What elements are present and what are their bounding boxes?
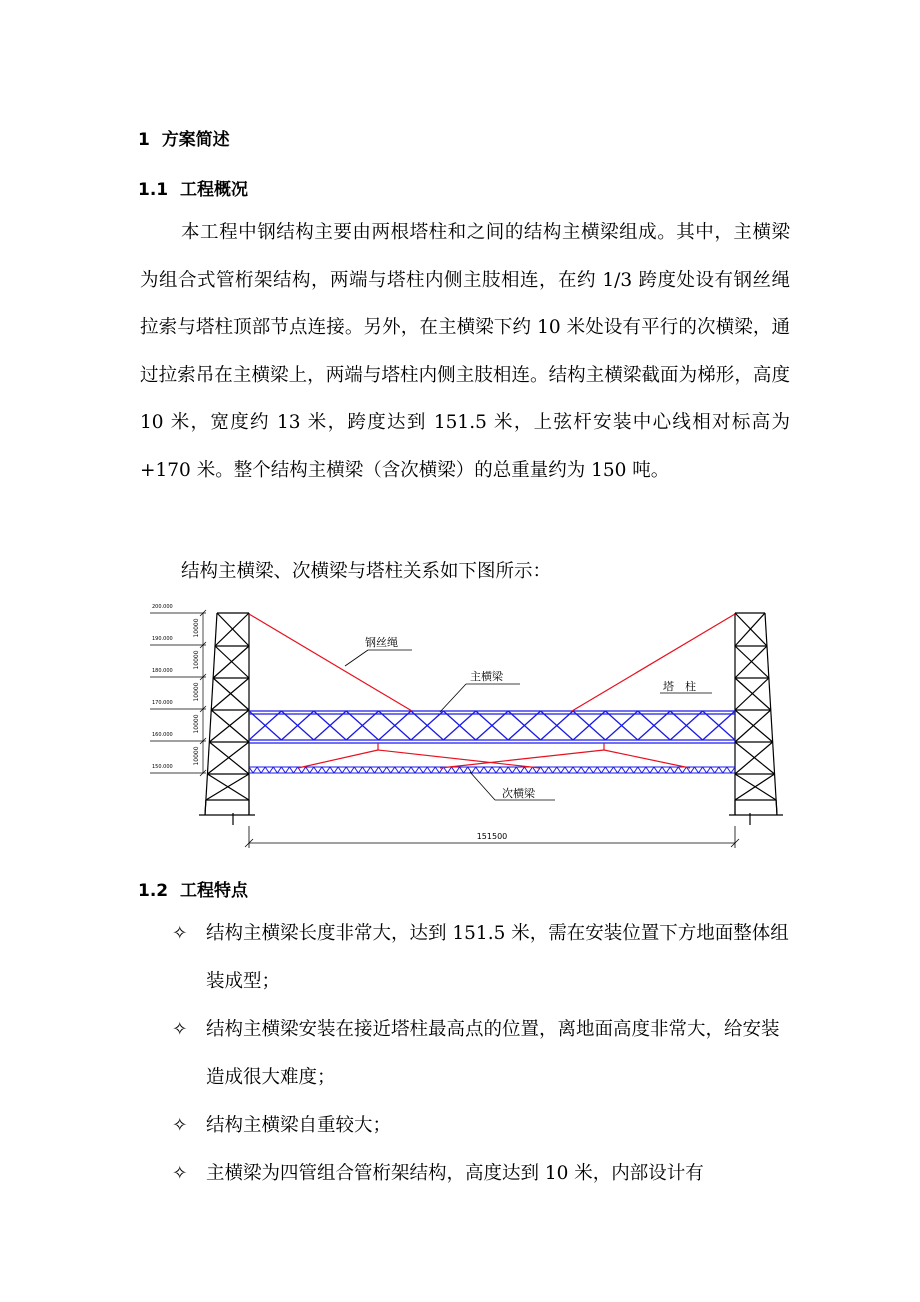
secondary-beam-diagonal — [723, 767, 727, 773]
secondary-beam-diagonal — [614, 767, 618, 773]
structure-diagram — [145, 600, 805, 850]
secondary-beam-diagonal — [719, 767, 723, 773]
secondary-beam-diagonal — [281, 767, 285, 773]
secondary-beam-diagonal — [703, 767, 707, 773]
secondary-beam-diagonal — [626, 767, 630, 773]
secondary-beam-diagonal — [577, 767, 581, 773]
secondary-beam-diagonal — [342, 767, 346, 773]
secondary-beam-diagonal — [605, 767, 609, 773]
secondary-beam-diagonal — [524, 767, 528, 773]
secondary-beam-diagonal — [261, 767, 265, 773]
main-beam-truss — [249, 711, 735, 743]
secondary-beam-diagonal — [277, 767, 281, 773]
secondary-beam-diagonal — [727, 767, 731, 773]
segment-label: 10000 — [193, 618, 200, 638]
hanger-cable — [604, 750, 690, 768]
secondary-beam-diagonal — [322, 767, 326, 773]
figure-caption: 结构主横梁、次横梁与塔柱关系如下图所示： — [181, 561, 552, 582]
secondary-beam-diagonal — [500, 767, 504, 773]
cable-label: 钢丝绳 — [365, 636, 398, 649]
secondary-beam-diagonal — [306, 767, 310, 773]
diamond-bullet-icon: ✧ — [172, 1019, 188, 1040]
subsection-heading-features: 1.2 工程特点 — [138, 881, 248, 901]
secondary-beam-diagonal — [362, 767, 366, 773]
secondary-beam-diagonal — [411, 767, 415, 773]
secondary-beam-diagonal — [464, 767, 468, 773]
secondary-beam-diagonal — [630, 767, 634, 773]
feature-item: ✧ 结构主横梁自重较大； — [172, 1102, 792, 1150]
secondary-beam-diagonal — [549, 767, 553, 773]
secondary-beam-diagonal — [731, 767, 735, 773]
secondary-beam-diagonal — [334, 767, 338, 773]
secondary-beam-diagonal — [658, 767, 662, 773]
secondary-beam-diagonal — [585, 767, 589, 773]
subsection-heading-overview: 1.1 工程概况 — [138, 180, 248, 200]
secondary-beam-diagonal — [302, 767, 306, 773]
feature-item: ✧ 结构主横梁安装在接近塔柱最高点的位置，离地面高度非常大，给安装造成很大难度； — [172, 1006, 792, 1102]
secondary-beam-diagonal — [480, 767, 484, 773]
secondary-beam-diagonal — [484, 767, 488, 773]
secondary-beam-diagonal — [468, 767, 472, 773]
secondary-beam-diagonal — [654, 767, 658, 773]
diamond-bullet-icon: ✧ — [172, 923, 188, 944]
elevation-label: 200.000 — [152, 604, 173, 610]
secondary-beam-diagonal — [488, 767, 492, 773]
elevation-label: 190.000 — [152, 636, 173, 642]
secondary-beam-diagonal — [350, 767, 354, 773]
secondary-beam-diagonal — [435, 767, 439, 773]
secondary-beam-diagonal — [427, 767, 431, 773]
secondary-beam-diagonal — [707, 767, 711, 773]
secondary-beam-diagonal — [711, 767, 715, 773]
secondary-beam-diagonal — [338, 767, 342, 773]
secondary-beam-diagonal — [265, 767, 269, 773]
secondary-beam-diagonal — [581, 767, 585, 773]
secondary-beam-diagonal — [674, 767, 678, 773]
secondary-beam-diagonal — [452, 767, 456, 773]
secondary-beam-diagonal — [314, 767, 318, 773]
secondary-beam-diagonal — [492, 767, 496, 773]
secondary-beam-diagonal — [383, 767, 387, 773]
secondary-beam-diagonal — [415, 767, 419, 773]
secondary-beam-diagonal — [330, 767, 334, 773]
secondary-beam-diagonal — [662, 767, 666, 773]
secondary-beam-diagonal — [516, 767, 520, 773]
secondary-beam-diagonal — [257, 767, 261, 773]
hanger-cable — [298, 750, 378, 768]
secondary-beam-diagonal — [399, 767, 403, 773]
secondary-beam-diagonal — [419, 767, 423, 773]
secondary-beam-diagonal — [541, 767, 545, 773]
secondary-beam-diagonal — [508, 767, 512, 773]
secondary-beam-label: 次横梁 — [502, 787, 535, 800]
elevation-label: 150.000 — [152, 764, 173, 770]
secondary-beam-diagonal — [690, 767, 694, 773]
left-tower — [199, 613, 255, 825]
secondary-beam-diagonal — [403, 767, 407, 773]
secondary-beam-diagonal — [387, 767, 391, 773]
secondary-beam-diagonal — [346, 767, 350, 773]
secondary-beam-diagonal — [597, 767, 601, 773]
diamond-bullet-icon: ✧ — [172, 1115, 188, 1136]
secondary-beam-diagonal — [476, 767, 480, 773]
secondary-beam-diagonal — [670, 767, 674, 773]
elevation-label: 180.000 — [152, 668, 173, 674]
diamond-bullet-icon: ✧ — [172, 1163, 188, 1184]
secondary-beam-diagonal — [456, 767, 460, 773]
tower-brace — [776, 800, 777, 815]
secondary-beam-diagonal — [561, 767, 565, 773]
secondary-beam-truss — [249, 767, 735, 773]
secondary-beam-diagonal — [290, 767, 294, 773]
secondary-beam-diagonal — [520, 767, 524, 773]
tower-label: 塔 柱 — [663, 680, 696, 693]
secondary-beam-diagonal — [371, 767, 375, 773]
secondary-beam-diagonal — [354, 767, 358, 773]
overview-paragraph: 本工程中钢结构主要由两根塔柱和之间的结构主横梁组成。其中，主横梁为组合式管桁架结构，两端与塔柱内侧主肢相连，在约 1/3 跨度处设有钢丝绳拉索与塔柱顶部节点连接。另外，在主横梁下约 10 米处设有平行的次横梁，通过拉索吊在主横梁上，两端与塔柱内侧主肢相连。结构主横梁截面为梯形，高度 10 米，宽度约 13 米，跨度达到 151.5 米，上弦杆安装中心线相对标高为+170 米。整个结构主横梁（含次横梁）的总重量约为 150 吨。 — [140, 222, 790, 481]
secondary-beam-diagonal — [565, 767, 569, 773]
secondary-beam-diagonal — [589, 767, 593, 773]
secondary-beam-diagonal — [601, 767, 605, 773]
secondary-beam-diagonal — [391, 767, 395, 773]
secondary-beam-diagonal — [642, 767, 646, 773]
secondary-beam-diagonal — [273, 767, 277, 773]
hanger-cable — [440, 750, 604, 768]
main-beam-leader — [440, 684, 466, 712]
secondary-beam-diagonal — [269, 767, 273, 773]
hanger-cable — [378, 750, 540, 768]
main-beam-label: 主横梁 — [470, 670, 503, 683]
secondary-beam-diagonal — [678, 767, 682, 773]
secondary-beam-diagonal — [318, 767, 322, 773]
secondary-beam-diagonal — [695, 767, 699, 773]
secondary-beam-diagonal — [326, 767, 330, 773]
secondary-beam-diagonal — [294, 767, 298, 773]
segment-label: 10000 — [193, 746, 200, 766]
tower-brace — [205, 800, 206, 815]
segment-label: 10000 — [193, 682, 200, 702]
secondary-beam-diagonal — [496, 767, 500, 773]
secondary-beam-diagonal — [638, 767, 642, 773]
secondary-beam-diagonal — [431, 767, 435, 773]
elevation-label: 160.000 — [152, 732, 173, 738]
cable-leader — [345, 650, 368, 666]
secondary-beam-diagonal — [379, 767, 383, 773]
secondary-beam-diagonal — [375, 767, 379, 773]
secondary-beam-diagonal — [593, 767, 597, 773]
secondary-beam-diagonal — [666, 767, 670, 773]
secondary-beam-diagonal — [699, 767, 703, 773]
secondary-beam-diagonal — [460, 767, 464, 773]
secondary-beam-diagonal — [285, 767, 289, 773]
secondary-beam-diagonal — [682, 767, 686, 773]
secondary-beam-diagonal — [618, 767, 622, 773]
section-heading: 1 方案简述 — [138, 130, 230, 150]
secondary-beam-diagonal — [395, 767, 399, 773]
secondary-beam-diagonal — [528, 767, 532, 773]
secondary-beam-diagonal — [472, 767, 476, 773]
secondary-beam-diagonal — [545, 767, 549, 773]
segment-label: 10000 — [193, 650, 200, 670]
feature-item: ✧ 主横梁为四管组合管桁架结构，高度达到 10 米，内部设计有 — [172, 1150, 792, 1198]
secondary-beam-diagonal — [447, 767, 451, 773]
right-tower — [729, 613, 783, 825]
secondary-beam-diagonal — [650, 767, 654, 773]
secondary-beam-diagonal — [553, 767, 557, 773]
secondary-beam-diagonal — [249, 767, 253, 773]
secondary-beam-diagonal — [366, 767, 370, 773]
secondary-beam-diagonal — [609, 767, 613, 773]
span-label: 151500 — [476, 832, 508, 841]
secondary-beam-diagonal — [557, 767, 561, 773]
secondary-beam-diagonal — [512, 767, 516, 773]
secondary-beam-diagonal — [407, 767, 411, 773]
elevation-label: 170.000 — [152, 700, 173, 706]
secondary-beam-diagonal — [646, 767, 650, 773]
segment-label: 10000 — [193, 714, 200, 734]
secondary-beam-diagonal — [573, 767, 577, 773]
secondary-beam-diagonal — [715, 767, 719, 773]
secondary-beam-diagonal — [634, 767, 638, 773]
secondary-beam-leader — [470, 772, 495, 800]
main-cable — [572, 614, 735, 711]
secondary-beam-diagonal — [358, 767, 362, 773]
secondary-beam-diagonal — [622, 767, 626, 773]
secondary-beam-diagonal — [423, 767, 427, 773]
secondary-beam-diagonal — [504, 767, 508, 773]
main-cable — [249, 614, 412, 711]
secondary-beam-diagonal — [569, 767, 573, 773]
feature-item: ✧ 结构主横梁长度非常大，达到 151.5 米，需在安装位置下方地面整体组装成型； — [172, 910, 792, 1006]
secondary-beam-diagonal — [253, 767, 257, 773]
secondary-beam-diagonal — [310, 767, 314, 773]
